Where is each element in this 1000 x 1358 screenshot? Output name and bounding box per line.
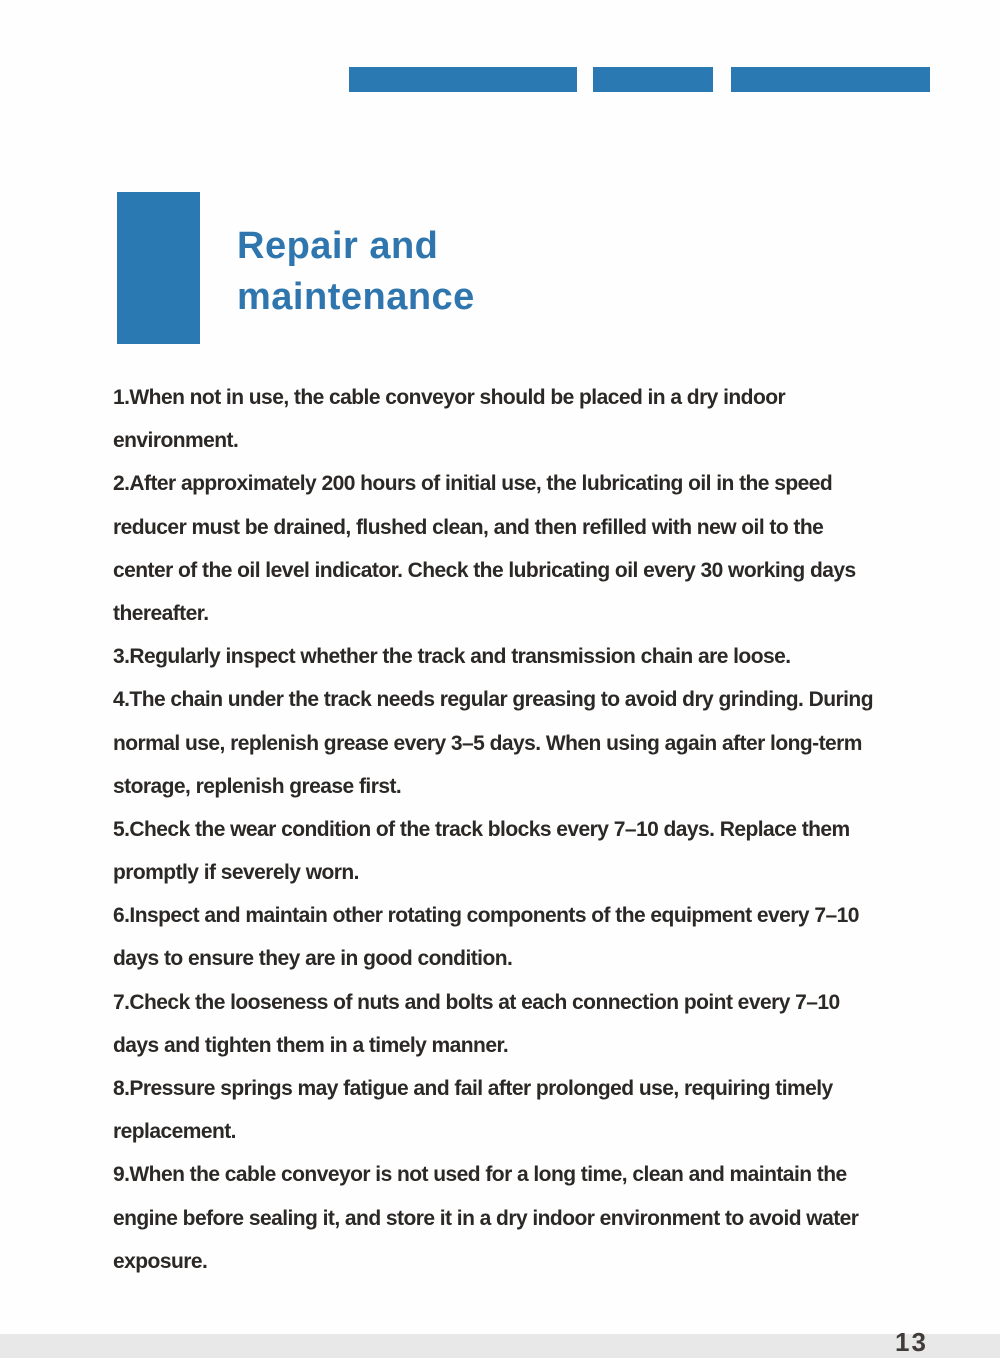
list-item xyxy=(113,635,893,678)
maintenance-instructions-list xyxy=(113,376,893,1283)
list-item-line: 4.The chain under the track needs regular greasing to avoid dry grinding. During xyxy=(113,688,873,712)
list-item xyxy=(113,1153,893,1283)
page-title-line-2: maintenance xyxy=(237,276,475,318)
list-item-line: days to ensure they are in good condition. xyxy=(113,947,513,971)
list-item-line: engine before sealing it, and store it in a dry indoor environment to avoid water xyxy=(113,1206,859,1230)
list-item-line: 7.Check the looseness of nuts and bolts at each connection point every 7–10 xyxy=(113,990,840,1014)
list-item xyxy=(113,462,893,635)
page-title-line-1: Repair and xyxy=(237,225,439,267)
list-item xyxy=(113,894,893,980)
header-decor-bar-1 xyxy=(349,67,577,92)
list-item-line: exposure. xyxy=(113,1249,208,1273)
list-item xyxy=(113,808,893,894)
list-item-line: replacement. xyxy=(113,1120,236,1144)
list-item-line: promptly if severely worn. xyxy=(113,861,359,885)
page-title xyxy=(237,221,475,323)
list-item-line: 3.Regularly inspect whether the track and transmission chain are loose. xyxy=(113,645,791,669)
list-item xyxy=(113,376,893,462)
list-item xyxy=(113,678,893,808)
page-number: 13 xyxy=(895,1327,928,1357)
list-item-line: normal use, replenish grease every 3–5 days. When using again after long-term xyxy=(113,731,862,755)
list-item-line: 1.When not in use, the cable conveyor should be placed in a dry indoor xyxy=(113,386,786,409)
list-item-line: 2.After approximately 200 hours of initial use, the lubricating oil in the speed xyxy=(113,472,833,496)
list-item-line: thereafter. xyxy=(113,601,209,625)
list-item-line: 8.Pressure springs may fatigue and fail after prolonged use, requiring timely xyxy=(113,1077,833,1100)
list-item-line: 5.Check the wear condition of the track blocks every 7–10 days. Replace them xyxy=(113,817,850,841)
list-item-line: center of the oil level indicator. Check the lubricating oil every 30 working days xyxy=(113,558,856,582)
header-decor-bar-2 xyxy=(593,67,713,92)
list-item-line: storage, replenish grease first. xyxy=(113,774,402,798)
list-item xyxy=(113,981,893,1067)
title-accent-block xyxy=(117,192,200,344)
list-item-line: environment. xyxy=(113,429,239,453)
list-item-line: days and tighten them in a timely manner. xyxy=(113,1033,509,1057)
list-item-line: 9.When the cable conveyor is not used for a long time, clean and maintain the xyxy=(113,1163,847,1187)
list-item-line: 6.Inspect and maintain other rotating components of the equipment every 7–10 xyxy=(113,904,859,928)
header-decor-bar-3 xyxy=(731,67,930,92)
list-item-line: reducer must be drained, flushed clean, and then refilled with new oil to the xyxy=(113,515,824,539)
list-item xyxy=(113,1067,893,1153)
